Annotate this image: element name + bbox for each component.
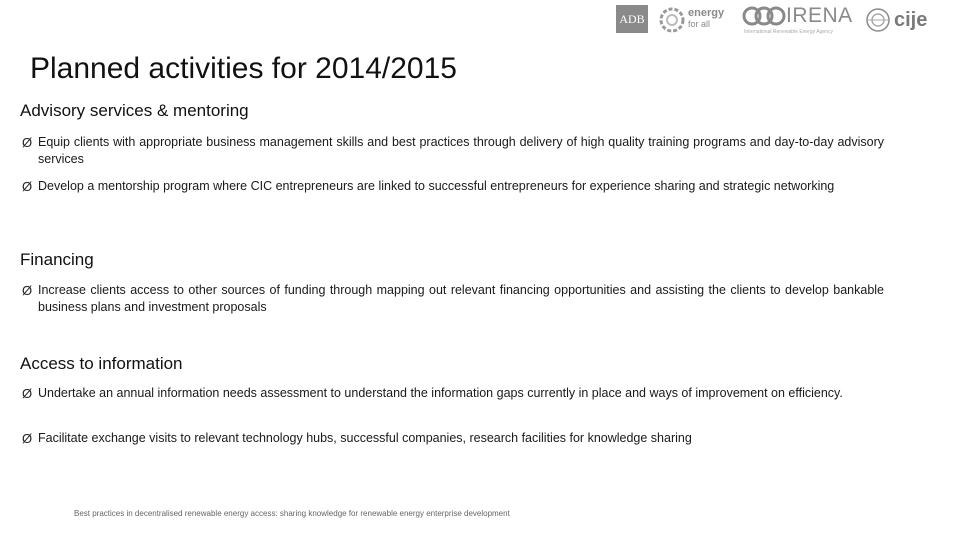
irena-logo bbox=[742, 4, 854, 36]
bullet-arrow-icon: Ø bbox=[22, 135, 33, 150]
bullet-mentorship bbox=[22, 178, 884, 195]
section-heading-advisory: Advisory services & mentoring bbox=[20, 101, 249, 120]
irena-subtitle: International Renewable Energy Agency bbox=[744, 29, 833, 35]
bullet-arrow-icon: Ø bbox=[22, 179, 33, 194]
irena-rings-icon bbox=[742, 4, 786, 28]
bullet-arrow-icon: Ø bbox=[22, 386, 33, 401]
bullet-text: Increase clients access to other sources of funding through mapping out relevant financing opportunities and assisting the clients to develop bankable business plans and investment proposals bbox=[38, 283, 884, 314]
cije-emblem-icon bbox=[864, 6, 892, 34]
seforall-swirl-icon bbox=[658, 6, 686, 34]
bullet-arrow-icon: Ø bbox=[22, 283, 33, 298]
bullet-text: Equip clients with appropriate business management skills and best practices through delivery of high quality training programs and day-to-day advisory services bbox=[38, 135, 884, 166]
partner-logos bbox=[612, 2, 942, 38]
irena-name: IRENA bbox=[786, 4, 853, 27]
bullet-arrow-icon: Ø bbox=[22, 431, 33, 446]
section-heading-financing: Financing bbox=[20, 250, 94, 269]
adb-logo-text: ADB bbox=[619, 12, 645, 26]
bullet-exchange-visits bbox=[22, 430, 884, 447]
adb-logo bbox=[616, 5, 648, 33]
bullet-needs-assessment bbox=[22, 385, 884, 402]
seforall-line1: energy bbox=[688, 7, 725, 19]
slide-title: Planned activities for 2014/2015 bbox=[30, 52, 457, 85]
bullet-text: Develop a mentorship program where CIC entrepreneurs are linked to successful entrepreneurs for experience sharing and strategic networking bbox=[38, 179, 835, 193]
bullet-equip-clients bbox=[22, 134, 884, 168]
cije-logo bbox=[864, 4, 934, 36]
bullet-text: Facilitate exchange visits to relevant technology hubs, successful companies, research facilities for knowledge sharing bbox=[38, 431, 692, 445]
bullet-funding-access bbox=[22, 282, 884, 316]
slide-footer: Best practices in decentralised renewable energy access: sharing knowledge for renewable energy enterprise development bbox=[74, 509, 510, 518]
section-heading-access-info: Access to information bbox=[20, 354, 183, 373]
seforall-logo bbox=[658, 5, 734, 35]
cije-name: cije bbox=[894, 9, 928, 31]
seforall-line2: for all bbox=[688, 19, 711, 29]
bullet-text: Undertake an annual information needs assessment to understand the information gaps currently in place and ways of improvement on efficiency. bbox=[38, 386, 843, 400]
